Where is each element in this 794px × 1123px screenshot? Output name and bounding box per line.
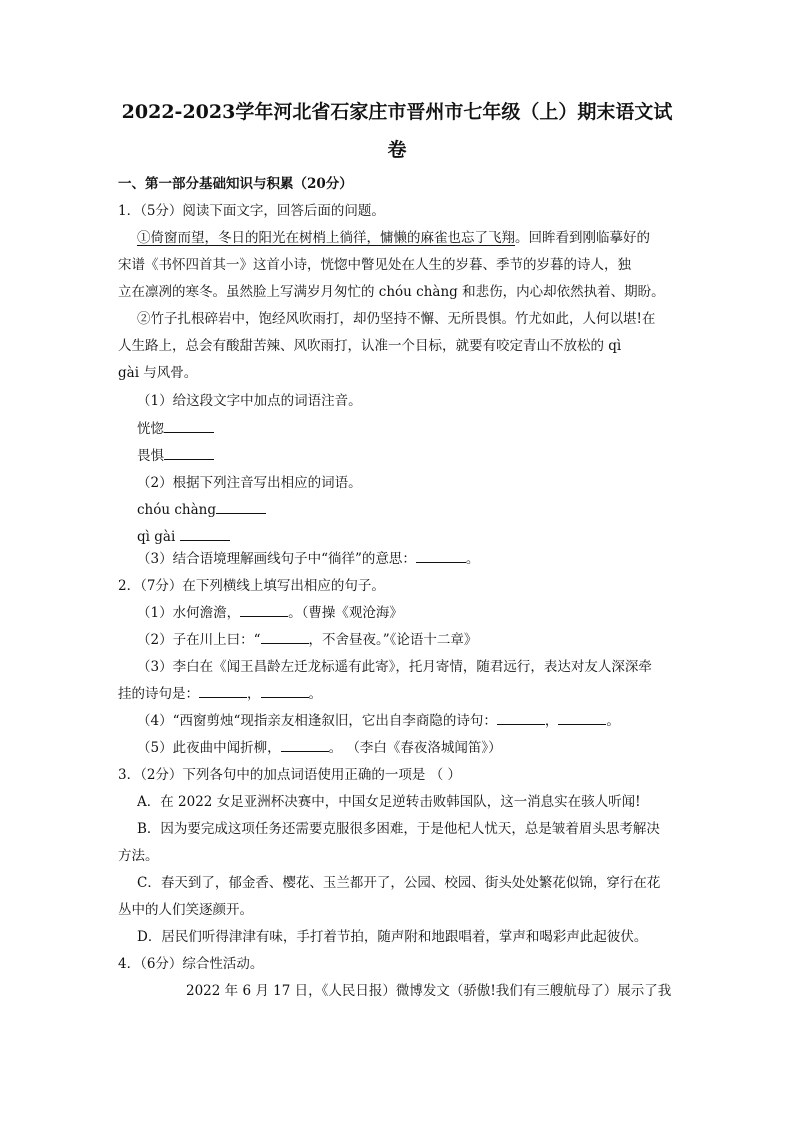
answer-blank[interactable] [261,685,309,698]
q2-item-text: ，不舍昼夜。”《论语十二章》 [308,632,478,648]
q2-heading: 2．（7分）在下列横线上填写出相应的句子。 [118,578,385,594]
q2-item-1 [137,604,677,622]
q1-passage-line: gài 与风骨。 [118,365,198,381]
q2-item-text: （4）“西窗剪烛“现指亲友相逢叙旧，它出自李商隐的诗句： [137,713,497,729]
q2-item-text: （1）水何澹澹， [137,605,241,621]
answer-blank[interactable] [199,685,247,698]
answer-blank[interactable] [261,631,309,644]
q1-sub1: （1）给这段文字中加点的词语注音。 [137,393,362,409]
word-label: 恍惚 [137,421,164,437]
q2-item-text: （2）子在川上曰：“ [137,632,261,648]
q2-item-2 [137,631,677,649]
q3-option-b-cont: 方法。 [118,848,159,864]
q4-heading: 4．（6分）综合性活动。 [118,956,264,972]
q2-item-text: 挂的诗句是： [118,686,199,702]
answer-blank[interactable] [164,447,214,460]
q1-pinyin-row [137,501,697,519]
q3-option-a: A．在 2022 女足亚洲杯决赛中，中国女足逆转击败韩国队，这一消息实在骇人听闻! [137,794,641,810]
underlined-sentence: ①倚窗而望，冬日的阳光在树梢上徜徉，慵懒的麻雀也忘了飞翔 [137,230,515,246]
q2-item-text: 。 （李白《春夜洛城闻笛》） [328,740,502,756]
pinyin-label: chóu chàng [137,502,217,518]
section-heading: 一、第一部分基础知识与积累（20分） [118,176,353,192]
answer-blank[interactable] [240,604,288,617]
q1-heading: 1．（5分）阅读下面文字，回答后面的问题。 [118,203,385,219]
q1-sub3-text: （3）结合语境理解画线句子中“徜徉”的意思： [137,551,416,567]
word-label: 畏惧 [137,448,164,464]
answer-blank[interactable] [497,712,545,725]
q3-option-b: B．因为要完成这项任务还需要克服很多困难，于是他杞人忧天，总是皱着眉头思考解决 [137,821,660,837]
q1-passage-line: ②竹子扎根碎岩中，饱经风吹雨打，却仍坚持不懈、无所畏惧。竹尤如此，人何以堪!在 [137,311,656,327]
answer-blank[interactable] [281,739,329,752]
q3-option-c-cont: 丛中的人们笑逐颜开。 [118,902,253,918]
q2-item-3: （3）李白在《闻王昌龄左迁龙标遥有此寄》，托月寄情，随君远行，表达对友人深深牵 [137,659,652,675]
q2-item-4 [137,712,677,730]
exam-title-line1: 2022-2023学年河北省石家庄市晋州市七年级（上）期末语文试 [121,101,673,123]
q1-word-row [137,420,697,438]
answer-blank[interactable] [164,420,214,433]
answer-blank[interactable] [558,712,606,725]
exam-title-line2: 卷 [387,139,407,161]
pinyin-label: qì gài [137,529,176,545]
q2-item-text: ， [544,713,559,729]
q1-passage-line: 立在凛冽的寒冬。虽然脸上写满岁月匆忙的 chóu chàng 和悲伤，内心却依然执着、期盼。 [118,284,665,300]
q3-option-c: C．春天到了，郁金香、樱花、玉兰都开了，公园、校园、街头处处繁花似锦，穿行在花 [137,875,661,891]
q1-pinyin-row [137,528,697,546]
q2-item-text: （5）此夜曲中闻折柳， [137,740,281,756]
q1-passage-line: 宋谱《书怀四首其一》这首小诗，恍惚中瞥见处在人生的岁暮、季节的岁暮的诗人，独 [118,257,631,273]
q1-sub3 [137,550,677,568]
q2-item-5 [137,739,677,757]
q2-item-text: 。（曹操《观沧海》 [288,605,403,621]
q1-passage-text: 。回眸看到刚临摹好的 [515,230,650,246]
q2-item-text: 。 [308,686,322,702]
answer-blank[interactable] [416,550,466,563]
q2-item-text: ， [247,686,261,702]
q1-sub3-end: 。 [465,551,480,567]
answer-blank[interactable] [216,501,266,514]
answer-blank[interactable] [180,528,230,541]
q1-passage-line [137,229,677,247]
q2-item-3-cont [118,685,678,703]
q1-passage-line: 人生路上，总会有酸甜苦辣、风吹雨打，认准一个目标，就要有咬定青山不放松的 qì [118,338,622,354]
q2-item-text: 。 [606,713,620,729]
q4-passage-line: 2022 年 6 月 17 日，《人民日报）微博发文（骄傲!我们有三艘航母了）展示了我 [186,983,672,999]
q3-option-d: D．居民们听得津津有味，手打着节拍，随声附和地跟唱着，掌声和喝彩声此起彼伏。 [137,929,648,945]
q1-sub2: （2）根据下列注音写出相应的词语。 [137,475,362,491]
q1-word-row [137,447,697,465]
q3-heading: 3．（2分）下列各句中的加点词语使用正确的一项是 （ ） [118,767,462,783]
